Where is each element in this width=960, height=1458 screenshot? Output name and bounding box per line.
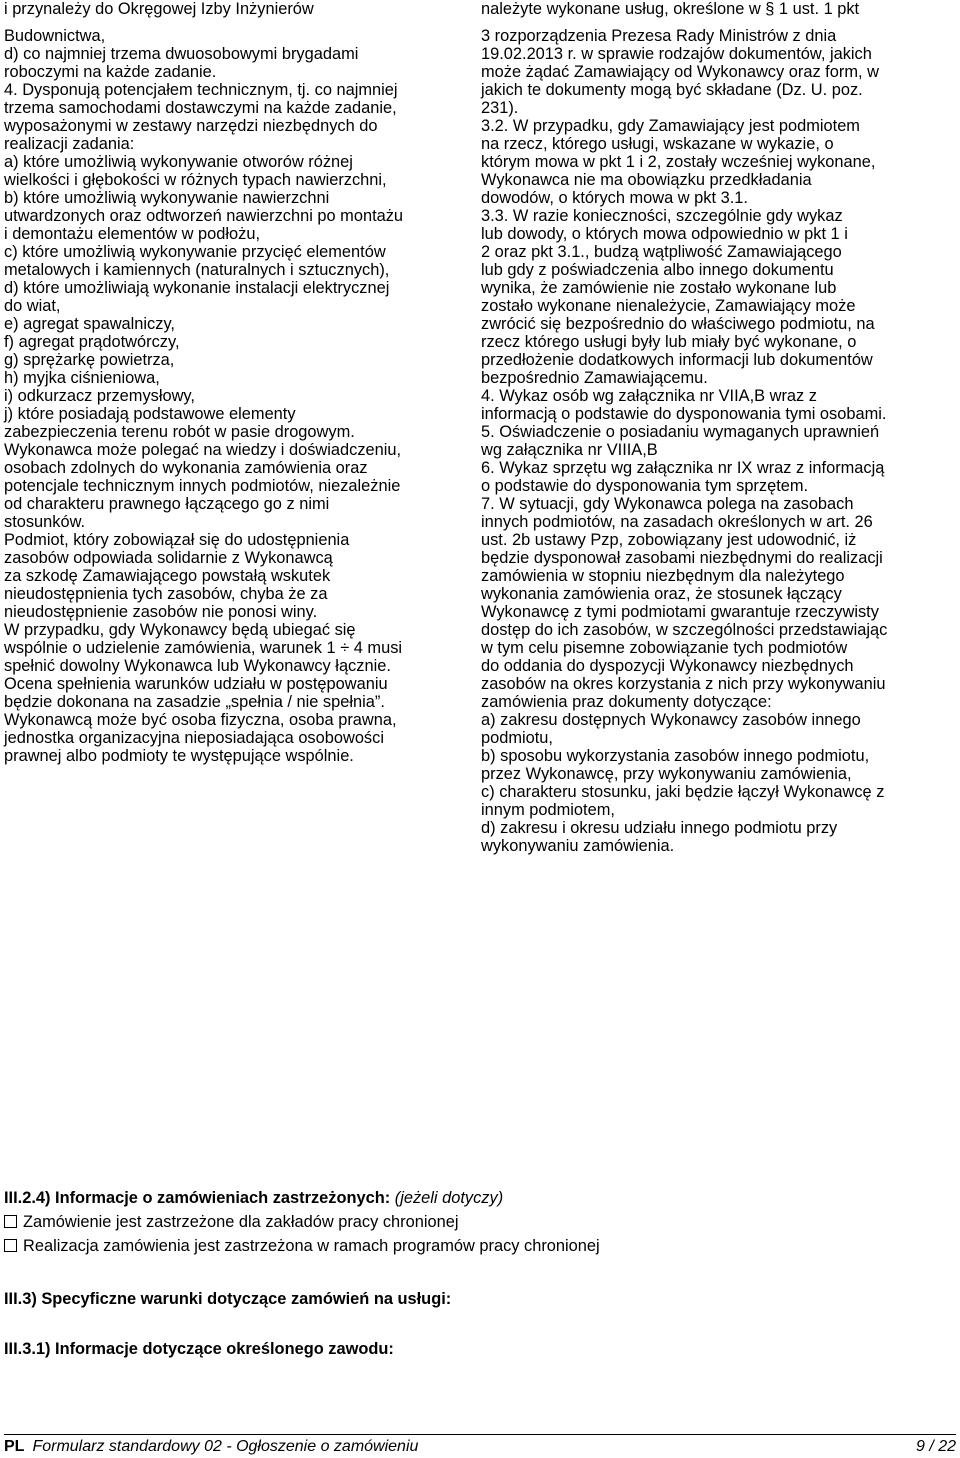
text-line: Wykonawca nie ma obowiązku przedkładania bbox=[481, 171, 812, 189]
footer-divider bbox=[4, 1434, 956, 1435]
section-note: (jeżeli dotyczy) bbox=[394, 1189, 504, 1207]
right-column bbox=[481, 0, 957, 855]
text-line: innych podmiotów, na zasadach określonych w art. 26 bbox=[481, 513, 873, 531]
text-line: przez Wykonawcę, przy wykonywaniu zamówienia, bbox=[481, 765, 852, 783]
footer-language: PL bbox=[4, 1438, 25, 1455]
text-line: nieudostępnienie zasobów nie ponosi winy. bbox=[4, 603, 318, 621]
text-line: zostało wykonane nienależycie, Zamawiający może bbox=[481, 297, 856, 315]
text-line: podmiotu, bbox=[481, 729, 553, 747]
footer-form-title: Formularz standardowy 02 - Ogłoszenie o zamówieniu bbox=[32, 1438, 419, 1455]
text-line: c) które umożliwią wykonywanie przycięć elementów bbox=[4, 243, 386, 261]
checkbox-icon[interactable] bbox=[4, 1239, 17, 1252]
text-line: potencjale technicznym innych podmiotów, niezależnie bbox=[4, 477, 401, 495]
text-line: od charakteru prawnego łączącego go z nimi bbox=[4, 495, 330, 513]
option-label: Zamówienie jest zastrzeżone dla zakładów pracy chronionej bbox=[23, 1213, 459, 1231]
text-line: Podmiot, który zobowiązał się do udostępnienia bbox=[4, 531, 350, 549]
text-line: wykonywaniu zamówienia. bbox=[481, 837, 675, 855]
text-line: na rzecz, którego usługi, wskazane w wykazie, o bbox=[481, 135, 834, 153]
text-line: do oddania do dyspozycji Wykonawcy niezbędnych bbox=[481, 657, 854, 675]
text-line: 3.3. W razie konieczności, szczególnie gdy wykaz bbox=[481, 207, 843, 225]
text-line: 231). bbox=[481, 99, 519, 117]
text-line: 2 oraz pkt 3.1., budzą wątpliwość Zamawiającego bbox=[481, 243, 842, 261]
option-label: Realizacja zamówienia jest zastrzeżona w ramach programów pracy chronionej bbox=[23, 1237, 600, 1255]
text-line: w tym celu pisemne zobowiązanie tych podmiotów bbox=[481, 639, 848, 657]
checkbox-icon[interactable] bbox=[4, 1215, 17, 1228]
text-line: ust. 2b ustawy Pzp, zobowiązany jest udowodnić, iż bbox=[481, 531, 857, 549]
section-331-heading-row bbox=[4, 1338, 394, 1360]
text-line: zasobów odpowiada solidarnie z Wykonawcą bbox=[4, 549, 333, 567]
option-sheltered-employment[interactable] bbox=[4, 1235, 600, 1257]
text-line: prawnej albo podmioty te występujące wspólnie. bbox=[4, 747, 354, 765]
text-line: f) agregat prądotwórczy, bbox=[4, 333, 180, 351]
text-line: Wykonawcą może być osoba fizyczna, osoba prawna, bbox=[4, 711, 397, 729]
text-line: 5. Oświadczenie o posiadaniu wymaganych uprawnień bbox=[481, 423, 880, 441]
option-sheltered-workshops[interactable] bbox=[4, 1211, 458, 1233]
section-heading: III.3.1) Informacje dotyczące określonego zawodu: bbox=[4, 1340, 394, 1358]
text-line: a) zakresu dostępnych Wykonawcy zasobów innego bbox=[481, 711, 861, 729]
text-line: za szkodę Zamawiającego powstałą wskutek bbox=[4, 567, 331, 585]
text-line: bezpośrednio Zamawiającemu. bbox=[481, 369, 708, 387]
text-line: 19.02.2013 r. w sprawie rodzajów dokumentów, jakich bbox=[481, 45, 872, 63]
text-line: o podstawie do dysponowania tym sprzętem. bbox=[481, 477, 809, 495]
text-line: b) które umożliwią wykonywanie nawierzchni bbox=[4, 189, 330, 207]
footer-page-number: 9 / 22 bbox=[915, 1438, 956, 1455]
text-line: wspólnie o udzielenie zamówienia, warunek 1 ÷ 4 musi bbox=[4, 639, 403, 657]
text-line: wg załącznika nr VIIIA,B bbox=[481, 441, 658, 459]
text-line: roboczymi na każde zadanie. bbox=[4, 63, 217, 81]
text-line: metalowych i kamiennych (naturalnych i sztucznych), bbox=[4, 261, 390, 279]
left-column bbox=[4, 0, 472, 765]
text-line: zasobów na okres korzystania z nich przy wykonywaniu bbox=[481, 675, 886, 693]
text-line: zamówienia w stopniu niezbędnym dla należytego bbox=[481, 567, 845, 585]
text-line: jakich te dokumenty mogą być składane (Dz. U. poz. bbox=[481, 81, 863, 99]
section-heading: III.3) Specyficzne warunki dotyczące zamówień na usługi: bbox=[4, 1290, 452, 1308]
text-line: wyposażonymi w zestawy narzędzi niezbędnych do bbox=[4, 117, 378, 135]
text-line: osobach zdolnych do wykonania zamówienia oraz bbox=[4, 459, 368, 477]
text-line: do wiat, bbox=[4, 297, 61, 315]
text-line: lub dowody, o których mowa odpowiednio w pkt 1 i bbox=[481, 225, 848, 243]
text-line: jednostka organizacyjna nieposiadająca osobowości bbox=[4, 729, 384, 747]
text-line: innym podmiotem, bbox=[481, 801, 615, 819]
text-line: 6. Wykaz sprzętu wg załącznika nr IX wraz z informacją bbox=[481, 459, 885, 477]
text-line: 4. Wykaz osób wg załącznika nr VIIA,B wraz z bbox=[481, 387, 817, 405]
text-line: Wykonawca może polegać na wiedzy i doświadczeniu, bbox=[4, 441, 402, 459]
text-line: W przypadku, gdy Wykonawcy będą ubiegać się bbox=[4, 621, 356, 639]
text-line: utwardzonych oraz odtworzeń nawierzchni po montażu bbox=[4, 207, 404, 225]
text-line: e) agregat spawalniczy, bbox=[4, 315, 175, 333]
text-line: d) które umożliwiają wykonanie instalacji elektrycznej bbox=[4, 279, 390, 297]
page-footer bbox=[4, 1437, 956, 1457]
text-line: może żądać Zamawiający od Wykonawcy oraz form, w bbox=[481, 63, 879, 81]
section-heading: III.2.4) Informacje o zamówieniach zastrzeżonych: bbox=[4, 1189, 391, 1207]
text-line: realizacji zadania: bbox=[4, 135, 135, 153]
text-line: zwrócić się bezpośrednio do właściwego podmiotu, na bbox=[481, 315, 875, 333]
text-line: należyte wykonane usług, określone w § 1 ust. 1 pkt bbox=[481, 0, 860, 18]
text-line: c) charakteru stosunku, jaki będzie łączył Wykonawcę z bbox=[481, 783, 885, 801]
text-line: przedłożenie dodatkowych informacji lub dokumentów bbox=[481, 351, 873, 369]
text-line: d) co najmniej trzema dwuosobowymi brygadami bbox=[4, 45, 359, 63]
text-line: 3.2. W przypadku, gdy Zamawiający jest podmiotem bbox=[481, 117, 860, 135]
text-line: dowodów, o których mowa w pkt 3.1. bbox=[481, 189, 748, 207]
text-line: i demontażu elementów w podłożu, bbox=[4, 225, 261, 243]
text-line: b) sposobu wykorzystania zasobów innego podmiotu, bbox=[481, 747, 870, 765]
text-line: g) sprężarkę powietrza, bbox=[4, 351, 175, 369]
text-line: d) zakresu i okresu udziału innego podmiotu przy bbox=[481, 819, 838, 837]
text-line: Ocena spełnienia warunków udziału w postępowaniu bbox=[4, 675, 388, 693]
text-line: stosunków. bbox=[4, 513, 86, 531]
text-line: będzie dysponował zasobami niezbędnymi do realizacji bbox=[481, 549, 883, 567]
text-line: będzie dokonana na zasadzie „spełnia / nie spełnia”. bbox=[4, 693, 385, 711]
text-line: i przynależy do Okręgowej Izby Inżynierów bbox=[4, 0, 314, 18]
text-line: dostęp do ich zasobów, w szczególności przedstawiając bbox=[481, 621, 888, 639]
text-line: 3 rozporządzenia Prezesa Rady Ministrów z dnia bbox=[481, 27, 837, 45]
text-line: trzema samochodami dostawczymi na każde zadanie, bbox=[4, 99, 397, 117]
text-line: wykonania zamówienia oraz, że stosunek łączący bbox=[481, 585, 842, 603]
text-line: nieudostępnienia tych zasobów, chyba że za bbox=[4, 585, 328, 603]
text-line: 4. Dysponują potencjałem technicznym, tj. co najmniej bbox=[4, 81, 398, 99]
text-line: i) odkurzacz przemysłowy, bbox=[4, 387, 195, 405]
text-line: którym mowa w pkt 1 i 2, zostały wcześniej wykonane, bbox=[481, 153, 876, 171]
text-line: Budownictwa, bbox=[4, 27, 106, 45]
text-line: j) które posiadają podstawowe elementy bbox=[4, 405, 296, 423]
text-line: rzecz którego usługi były lub miały być wykonane, o bbox=[481, 333, 857, 351]
section-33-heading-row bbox=[4, 1288, 451, 1310]
text-line: h) myjka ciśnieniowa, bbox=[4, 369, 160, 387]
text-line: 7. W sytuacji, gdy Wykonawca polega na zasobach bbox=[481, 495, 854, 513]
text-line: informacją o podstawie do dysponowania tymi osobami. bbox=[481, 405, 887, 423]
text-line: zabezpieczenia terenu robót w pasie drogowym. bbox=[4, 423, 355, 441]
text-line: wielkości i głębokości w różnych typach nawierzchni, bbox=[4, 171, 387, 189]
text-line: spełnić dowolny Wykonawca lub Wykonawcy łącznie. bbox=[4, 657, 391, 675]
text-line: lub gdy z poświadczenia albo innego dokumentu bbox=[481, 261, 834, 279]
text-line: wynika, że zamówienie nie zostało wykonane lub bbox=[481, 279, 837, 297]
text-line: Wykonawcę z tymi podmiotami gwarantuje rzeczywisty bbox=[481, 603, 879, 621]
text-line: a) które umożliwią wykonywanie otworów różnej bbox=[4, 153, 353, 171]
section-324-heading-row bbox=[4, 1187, 503, 1209]
text-line: zamówienia praz dokumenty dotyczące: bbox=[481, 693, 772, 711]
